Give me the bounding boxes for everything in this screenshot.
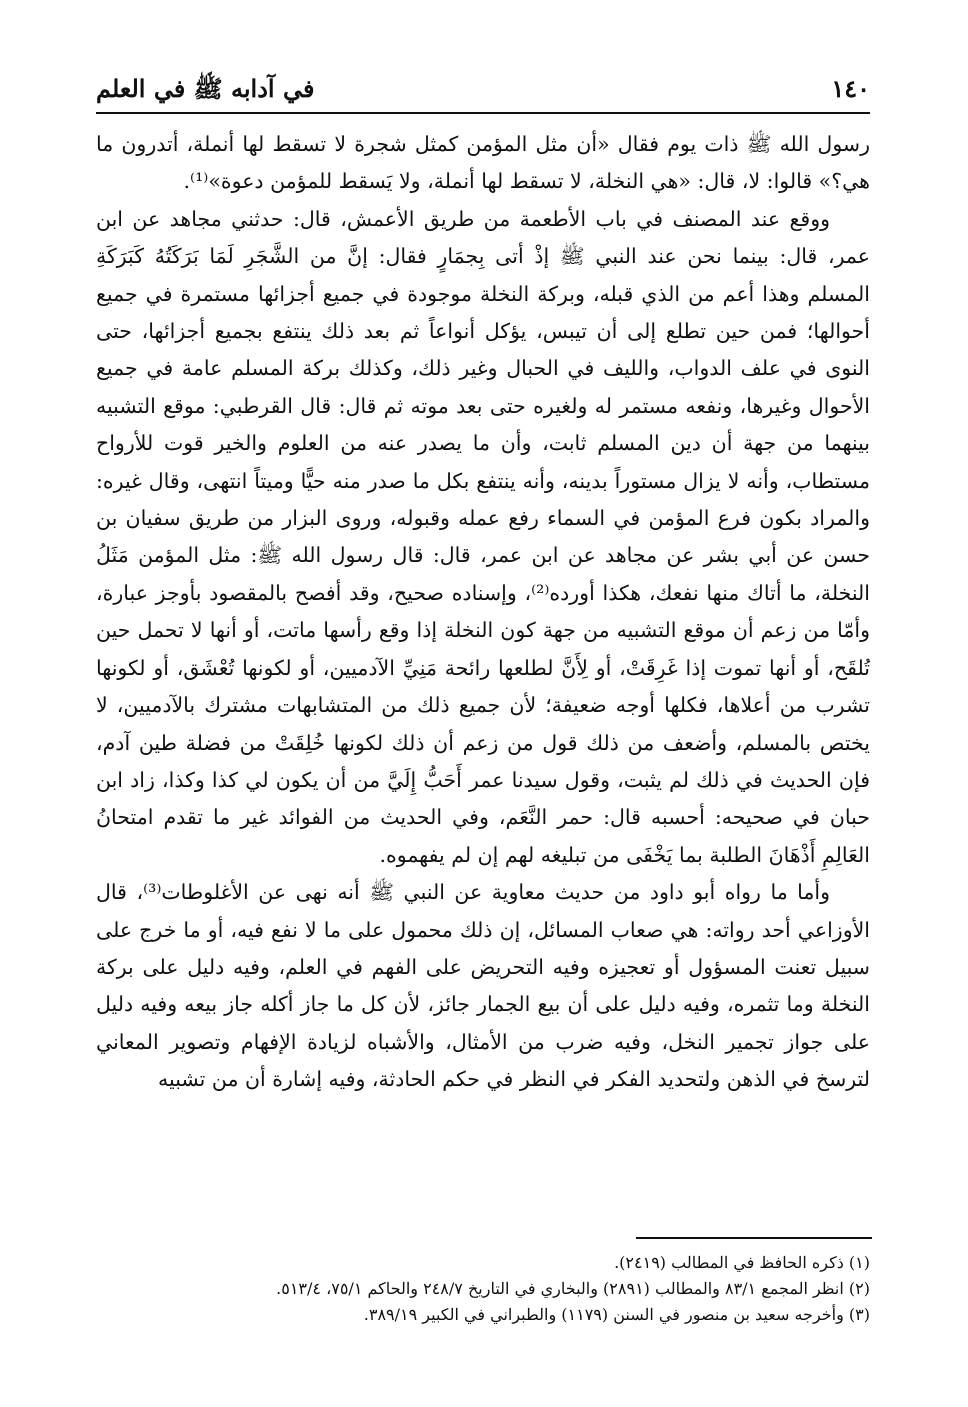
- running-title: في آدابه ﷺ في العلم: [96, 74, 315, 103]
- footnotes: [96, 1250, 870, 1328]
- footnote-3: (٣) وأخرجه سعيد بن منصور في السنن (١١٧٩) والطبراني في الكبير ٣٨٩/١٩.: [363, 1305, 870, 1324]
- page-number: ١٤٠: [831, 74, 870, 103]
- paragraph-2: ووقع عند المصنف في باب الأطعمة من طريق الأعمش، قال: حدثني مجاهد عن ابن عمر، قال: بينما نحن عند النبي ﷺ إذْ أتى بِجمَارٍ فقال: إنَّ من الشَّجَرِ لَمَا بَرَكَتُهُ كَبَرَكَةِ المسلم وهذا أعم من الذي قبله، وبركة النخلة موجودة في جميع أجزائها مستمرة في جميع أحوالها؛ فمن حين تطلع إلى أن تيبس، يؤكل أنواعاً ثم بعد ذلك ينتفع بجميع أجزائها، حتى النوى في علف الدواب، والليف في الحبال وغير ذلك، وكذلك بركة المسلم عامة في جميع الأحوال وغيرها، ونفعه مستمر له ولغيره حتى بعد موته ثم قال: قال القرطبي: موقع التشبيه بينهما من جهة أن دين المسلم ثابت، وأن ما يصدر عنه من العلوم والخير قوت للأرواح مستطاب، وأنه لا يزال مستوراً بدينه، وأنه ينتفع بكل ما صدر منه حيًّا وميتاً انتهى، وقال غيره: والمراد بكون فرع المؤمن في السماء رفع عمله وقبوله، وروى البزار من طريق سفيان بن حسن عن أبي بشر عن مجاهد عن ابن عمر، قال: قال رسول الله ﷺ: مثل المؤمن مَثَلُ النخلة، ما أتاك منها نفعك، هكذا أورده⁽²⁾، وإسناده صحيح، وقد أفصح بالمقصود بأوجز عبارة، وأمّا من زعم أن موقع التشبيه من جهة كون النخلة إذا وقع رأسها ماتت، أو أنها لا تحمل حين تُلقَح، أو أنها تموت إذا غَرِقَتْ، أو لِأَنَّ لطلعها رائحة مَنِيِّ الآدميين، أو لكونها تُعْشَق، أو لكونها تشرب من أعلاها، فكلها أوجه ضعيفة؛ لأن جميع ذلك من المتشابهات مشترك بالآدميين، لا يختص بالمسلم، وأضعف من ذلك قول من زعم أن ذلك لكونها خُلِقَتْ من فضلة طين آدم، فإن الحديث في ذلك لم يثبت، وقول سيدنا عمر أَحَبُّ إِلَيَّ من أن يكون لي كذا وكذا، زاد ابن حبان في صحيحه: أحسبه قال: حمر النَّعَم، وفي الحديث من الفوائد غير ما تقدم امتحانُ العَالِمِ أَذْهَانَ الطلبة بما يَخْفَى من تبليغه لهم إن لم يفهموه.: [96, 206, 870, 867]
- footnote-divider: [636, 1237, 872, 1239]
- paragraph-1: رسول الله ﷺ ذات يوم فقال «أن مثل المؤمن كمثل شجرة لا تسقط لها أنملة، أتدرون ما هي؟» قالوا: لا، قال: «هي النخلة، لا تسقط لها أنملة، ولا يَسقط للمؤمن دعوة»⁽¹⁾.: [96, 132, 870, 194]
- paragraph-3: وأما ما رواه أبو داود من حديث معاوية عن النبي ﷺ أنه نهى عن الأغلوطات⁽³⁾، قال الأوزاعي أحد رواته: هي صعاب المسائل، إن ذلك محمول على ما لا نفع فيه، أو ما خرج على سبيل تعنت المسؤول أو تعجيزه وفيه التحريض على الفهم في العلم، وفيه دليل على بركة النخلة وما تثمره، وفيه دليل على أن بيع الجمار جائز، لأن كل ما جاز أكله جاز بيعه وفيه دليل على جواز تجمير النخل، وفيه ضرب من الأمثال، والأشباه لزيادة الإفهام وتصوير المعاني لترسخ في الذهن ولتحديد الفكر في النظر في حكم الحادثة، وفيه إشارة أن من تشبيه: [96, 880, 870, 1092]
- footnote-1: (١) ذكره الحافظ في المطالب (٢٤١٩).: [614, 1253, 870, 1272]
- header-divider: [96, 112, 870, 114]
- page-header: [96, 70, 870, 112]
- footnote-2: (٢) انظر المجمع ٨٣/١ والمطالب (٢٨٩١) والبخاري في التاريخ ٢٤٨/٧ والحاكم ٧٥/١، ٥١٣/٤.: [276, 1279, 870, 1298]
- main-text: [96, 126, 870, 1099]
